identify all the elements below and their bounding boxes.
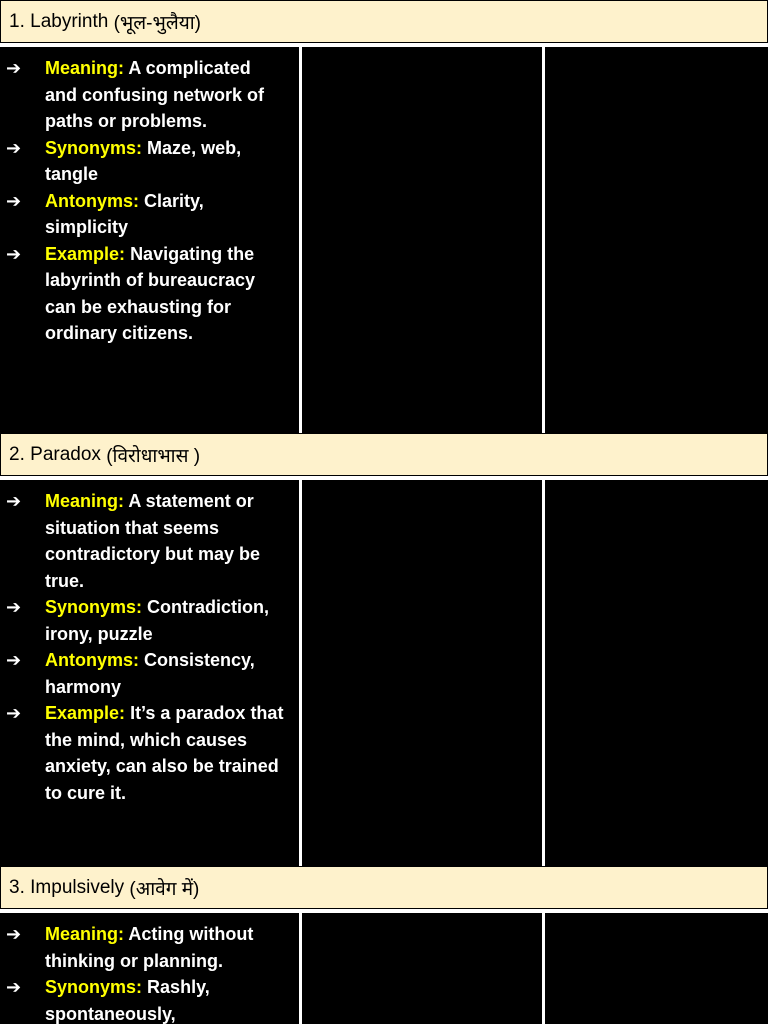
- empty-cell: [545, 47, 768, 433]
- empty-cell: [545, 913, 768, 1024]
- empty-cell: [302, 913, 542, 1024]
- word-row: [0, 47, 768, 433]
- arrow-right-icon: ➔: [6, 243, 22, 264]
- meaning-item: ➔ Meaning: Acting without thinking or planning.: [6, 921, 291, 974]
- definition-cell: [0, 480, 299, 866]
- word-row: [0, 480, 768, 866]
- antonyms-item: ➔ Antonyms: Clarity, simplicity: [6, 188, 291, 241]
- word-title: Paradox: [30, 443, 101, 465]
- synonyms-item: ➔ Synonyms: Contradiction, irony, puzzle: [6, 594, 291, 647]
- empty-cell: [302, 47, 542, 433]
- word-number: 3.: [9, 876, 25, 898]
- word-row: [0, 913, 768, 1024]
- arrow-right-icon: ➔: [6, 977, 22, 997]
- arrow-right-icon: ➔: [6, 924, 22, 944]
- arrow-right-icon: ➔: [6, 597, 22, 617]
- arrow-right-icon: ➔: [6, 137, 22, 158]
- word-number: 1.: [9, 10, 25, 32]
- word-header: [0, 0, 768, 43]
- word-header: [0, 433, 768, 476]
- example-item: ➔ Example: Navigating the labyrinth of bureaucracy can be exhausting for ordinary citizens.: [6, 241, 291, 347]
- arrow-right-icon: ➔: [6, 491, 22, 511]
- antonyms-item: ➔ Antonyms: Consistency, harmony: [6, 647, 291, 700]
- word-title: Impulsively: [30, 876, 125, 898]
- synonyms-item: ➔ Synonyms: Rashly, spontaneously,: [6, 974, 291, 1027]
- word-header: [0, 866, 768, 909]
- arrow-right-icon: ➔: [6, 190, 22, 211]
- example-item: ➔ Example: It’s a paradox that the mind, which causes anxiety, can also be trained to cure it.: [6, 700, 291, 806]
- arrow-right-icon: ➔: [6, 650, 22, 670]
- arrow-right-icon: ➔: [6, 703, 22, 723]
- empty-cell: [302, 480, 542, 866]
- arrow-right-icon: ➔: [6, 58, 22, 78]
- definition-cell: [0, 47, 299, 433]
- meaning-item: ➔ Meaning: A statement or situation that seems contradictory but may be true.: [6, 488, 291, 594]
- word-hindi: (भूल-भुलैया): [113, 12, 201, 34]
- empty-cell: [545, 480, 768, 866]
- word-hindi: (आवेग में): [129, 878, 200, 900]
- word-hindi: (विरोधाभास ): [106, 445, 201, 467]
- definition-cell: [0, 913, 299, 1024]
- synonyms-item: ➔ Synonyms: Maze, web, tangle: [6, 135, 291, 188]
- word-number: 2.: [9, 443, 25, 465]
- word-title: Labyrinth: [30, 10, 109, 32]
- meaning-item: ➔ Meaning: A complicated and confusing network of paths or problems.: [6, 55, 291, 135]
